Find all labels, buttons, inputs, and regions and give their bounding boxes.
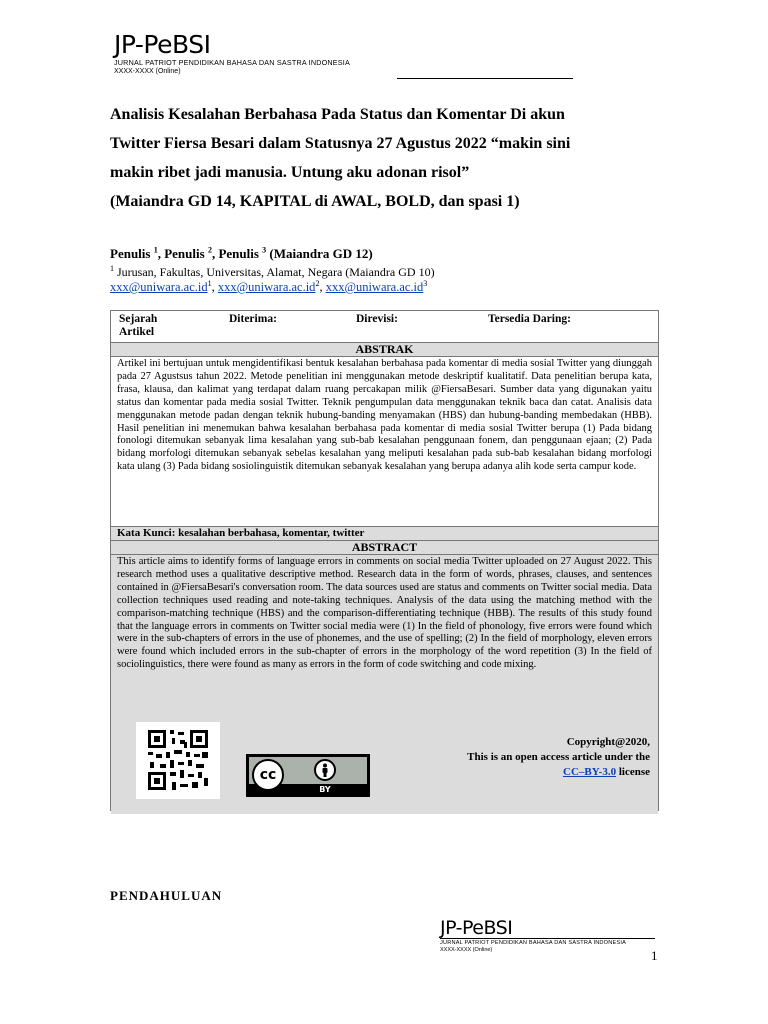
title-format-note: (Maiandra GD 14, KAPITAL di AWAL, BOLD, dan spasi 1) bbox=[110, 193, 520, 210]
abstract-heading: ABSTRACT bbox=[111, 540, 658, 555]
abstract-section bbox=[111, 555, 658, 814]
author-format-note: (Maiandra GD 12) bbox=[266, 246, 373, 261]
revised-label: Direvisi: bbox=[356, 313, 398, 325]
email-3-sup: 3 bbox=[423, 278, 428, 288]
history-label-2: Artikel bbox=[119, 326, 155, 338]
article-title bbox=[110, 100, 670, 216]
license-link[interactable]: CC–BY-3.0 bbox=[563, 766, 617, 778]
author-2: , Penulis bbox=[157, 246, 208, 261]
author-2-sup: 2 bbox=[207, 245, 212, 255]
email-line bbox=[110, 280, 427, 295]
email-1-sup: 1 bbox=[207, 278, 212, 288]
author-3: , Penulis bbox=[211, 246, 263, 261]
logo-title: JP-PeBSI bbox=[114, 30, 211, 59]
journal-logo bbox=[114, 32, 404, 76]
email-link-1[interactable]: xxx@uniwara.ac.id bbox=[110, 280, 208, 294]
footer-logo-title: JP-PeBSI bbox=[440, 917, 513, 939]
abstract-box bbox=[110, 310, 659, 811]
email-link-2[interactable]: xxx@uniwara.ac.id bbox=[217, 280, 316, 294]
abstrak-text: Artikel ini bertujuan untuk mengidentifikasi bentuk kesalahan berbahasa pada komentar di media sosial Twitter yang diunggah pada 27 Agustsus tahun 2022. Metode penelitian ini menggunakan metode deskriptif kualitatif. Data penelitian berupa kata, frasa, klausa, dan kalimat yang terdapat dalam ruang percakapan milik @FiersaBesari. Sumber data yang digunakan yaitu status dan komentar pada media sosial Twitter. Teknik pengumpulan data menggunakan teknik baca dan catat. Analisis data menggunakan metode padan dengan teknik hubung-banding menyamakan (HBS) dan hubung-banding membedakan (HBB). Hasil penelitian ini menemukan bahwa kesalahan berbahasa pada komentar di media sosial Twitter berupa (1) Pada bidang fonologi ditemukan sebanyak lima kesalahan yang sub-bab kesalahan penggunaan fonem, dan penggunaan ejaan; (2) Pada bidang morfologi ditemukan sebanyak sebelas kesalahan yang meliputi kesalahan pada sub-bab kesalahan bidang morfologi kata ulang (3) Pada bidang sosiolinguistik ditemukan sebanyak kesalahan yang berupa adanya alih kode serta campur kode. bbox=[117, 358, 652, 473]
email-link-3[interactable]: xxx@uniwara.ac.id bbox=[325, 280, 424, 294]
author-1: Penulis bbox=[110, 246, 154, 261]
footer-logo-subtitle: JURNAL PATRIOT PENDIDIKAN BAHASA DAN SASTRA INDONESIA bbox=[440, 938, 655, 947]
footer-issn: XXXX-XXXX (Online) bbox=[440, 947, 493, 953]
received-label: Diterima: bbox=[229, 313, 277, 325]
article-history-row bbox=[111, 311, 658, 342]
attribution-icon bbox=[314, 759, 336, 781]
copyright-line-1: Copyright@2020, bbox=[566, 736, 650, 748]
header-rule bbox=[397, 78, 573, 79]
history-label bbox=[119, 313, 157, 339]
keywords: Kata Kunci: kesalahan berbahasa, komentar, twitter bbox=[111, 526, 658, 540]
author-3-sup: 3 bbox=[262, 245, 267, 255]
title-line-1: Analisis Kesalahan Berbahasa Pada Status dan Komentar Di akun bbox=[110, 106, 565, 123]
email-2-sup: 2 bbox=[315, 278, 320, 288]
logo-subtitle: JURNAL PATRIOT PENDIDIKAN BAHASA DAN SASTRA INDONESIA bbox=[114, 58, 350, 67]
section-heading: PENDAHULUAN bbox=[110, 888, 223, 903]
cc-mark: cc bbox=[259, 767, 277, 783]
affiliation-sup: 1 bbox=[110, 264, 114, 273]
copyright-line-2: This is an open access article under the bbox=[467, 751, 650, 763]
footer-logo bbox=[440, 918, 655, 954]
logo-issn: XXXX-XXXX (Online) bbox=[114, 68, 181, 75]
copyright-line-3 bbox=[350, 765, 650, 780]
copyright-block bbox=[350, 735, 650, 780]
email-sep-1: , bbox=[211, 280, 218, 294]
qr-code bbox=[136, 722, 220, 799]
abstract-text: This article aims to identify forms of language errors in comments on social media Twitter uploaded on 27 August 2022. This research method uses a qualitative descriptive method. Research data in the form of words, phrases, clauses, and sentences contained in @FiersaBesari's conversation room. The data sources used are status and comments on Twitter social media. Data collection techniques used reading and note-taking techniques. Analysis of the data using the matching method with the comparison-matching technique (HBS) and the comparison-differentiating technique (HBB). The results of this study found that the language errors in comments on Twitter social media were (1) In the field of phonology, five errors were found which were in the sub-chapters of errors in the use of phonemes, and the use of spelling; (2) In the field of morphology, eleven errors were found which included errors in the sub-chapter of errors in the morphology of the word repetition (3) In the field of sociolinguistics, there were found as many as errors in the form of code switching and code mixing. bbox=[117, 556, 652, 671]
qr-code-icon bbox=[136, 722, 220, 799]
page-number: 1 bbox=[651, 948, 658, 963]
title-line-2: Twitter Fiersa Besari dalam Statusnya 27 Agustus 2022 “makin sini bbox=[110, 135, 571, 152]
affiliation-text: Jurusan, Fakultas, Universitas, Alamat, Negara (Maiandra GD 10) bbox=[114, 265, 435, 279]
by-label: BY bbox=[319, 785, 331, 794]
license-suffix: license bbox=[616, 766, 650, 778]
person-icon bbox=[316, 761, 334, 779]
abstrak-heading: ABSTRAK bbox=[111, 342, 658, 357]
online-label: Tersedia Daring: bbox=[488, 313, 571, 325]
cc-icon bbox=[252, 759, 284, 791]
affiliation bbox=[110, 265, 435, 280]
history-label-1: Sejarah bbox=[119, 313, 158, 325]
author-1-sup: 1 bbox=[153, 245, 158, 255]
email-sep-2: , bbox=[319, 280, 326, 294]
author-line bbox=[110, 246, 373, 262]
title-line-3: makin ribet jadi manusia. Untung aku adonan risol” bbox=[110, 164, 470, 181]
